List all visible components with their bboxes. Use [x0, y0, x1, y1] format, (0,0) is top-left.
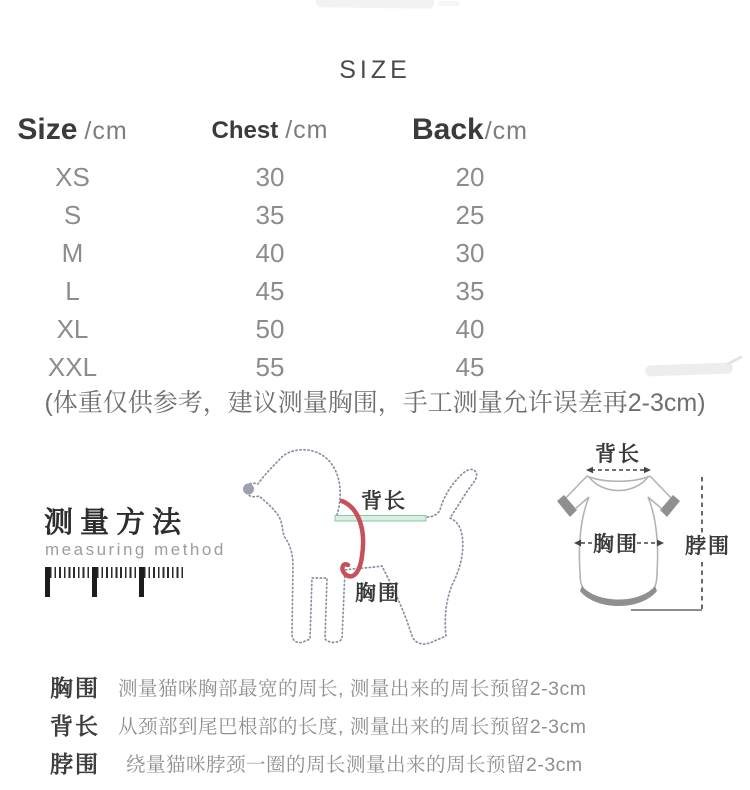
ruler-icon — [45, 567, 186, 597]
back-cell: 45 — [455, 351, 485, 382]
shirt-collar-outer — [587, 476, 650, 481]
size-cell: M — [61, 237, 84, 268]
glossary-desc: 从颈部到尾巴根部的长度, 测量出来的周长预留2-3cm — [118, 716, 587, 738]
faded-artifact — [645, 362, 733, 376]
measuring-method-heading-zh: 测量方法 — [44, 507, 189, 539]
chest-measure-arrow-right — [657, 540, 664, 547]
size-cell: XS — [55, 161, 90, 192]
top-photo-remnant-small — [438, 1, 460, 6]
back-cell: 25 — [455, 199, 485, 230]
back-measure-arrow-left — [586, 467, 593, 473]
back-length-line — [335, 516, 426, 522]
size-table — [0, 108, 545, 386]
back-cell: 40 — [455, 313, 485, 344]
header-back: Back/cm — [412, 113, 528, 146]
size-cell: XL — [56, 313, 89, 344]
glossary-term: 背长 — [50, 713, 100, 739]
chest-cell: 35 — [255, 199, 285, 230]
shirt-left-cuff — [557, 495, 577, 517]
glossary-term: 脖围 — [50, 751, 100, 777]
back-cell: 20 — [455, 161, 485, 192]
faded-artifact-tick — [726, 355, 742, 366]
shirt-right-cuff — [660, 495, 680, 517]
header-chest: Chest /cm — [211, 115, 329, 144]
header-size: Size /cm — [17, 113, 128, 146]
size-note: (体重仅供参考，建议测量胸围，手工测量允许误差再2-3cm) — [44, 389, 706, 417]
glossary-desc: 绕量猫咪脖颈一圈的周长测量出来的周长预留2-3cm — [126, 754, 583, 776]
list-item — [0, 742, 750, 780]
size-table-header — [0, 108, 545, 152]
shirt-back-label: 背长 — [595, 443, 641, 466]
glossary-desc: 测量猫咪胸部最宽的周长, 测量出来的周长预留2-3cm — [118, 678, 587, 700]
chest-cell: 30 — [255, 161, 285, 192]
dog-back-label: 背长 — [361, 490, 407, 513]
back-cell: 30 — [455, 237, 485, 268]
table-row — [0, 234, 545, 272]
chest-cell: 40 — [255, 237, 285, 268]
shirt-neck-label: 脖围 — [685, 535, 731, 558]
size-cell: S — [63, 199, 82, 230]
back-cell: 35 — [455, 275, 485, 306]
dog-chest-label: 胸围 — [355, 582, 401, 605]
table-row — [0, 196, 545, 234]
chest-cell: 55 — [255, 351, 285, 382]
table-row — [0, 272, 545, 310]
measure-glossary — [0, 666, 750, 780]
size-cell: L — [65, 275, 80, 306]
dog-nose — [243, 484, 254, 495]
dog-measuring-diagram — [232, 438, 494, 660]
table-row — [0, 310, 545, 348]
back-measure-arrow-right — [644, 467, 651, 473]
table-row — [0, 348, 545, 386]
shirt-hem — [580, 586, 657, 606]
shirt-chest-label: 胸围 — [593, 533, 639, 556]
chest-cell: 45 — [255, 275, 285, 306]
size-cell: XXL — [47, 351, 98, 382]
list-item — [0, 704, 750, 742]
chest-cell: 50 — [255, 313, 285, 344]
shirt-measuring-diagram — [545, 438, 750, 638]
chest-measure-arrow-left — [574, 540, 581, 547]
list-item — [0, 666, 750, 704]
measuring-method-heading-en: measuring method — [45, 540, 226, 559]
top-photo-remnant — [316, 0, 434, 9]
glossary-term: 胸围 — [50, 675, 100, 701]
page-title: SIZE — [339, 56, 411, 84]
table-row — [0, 158, 545, 196]
